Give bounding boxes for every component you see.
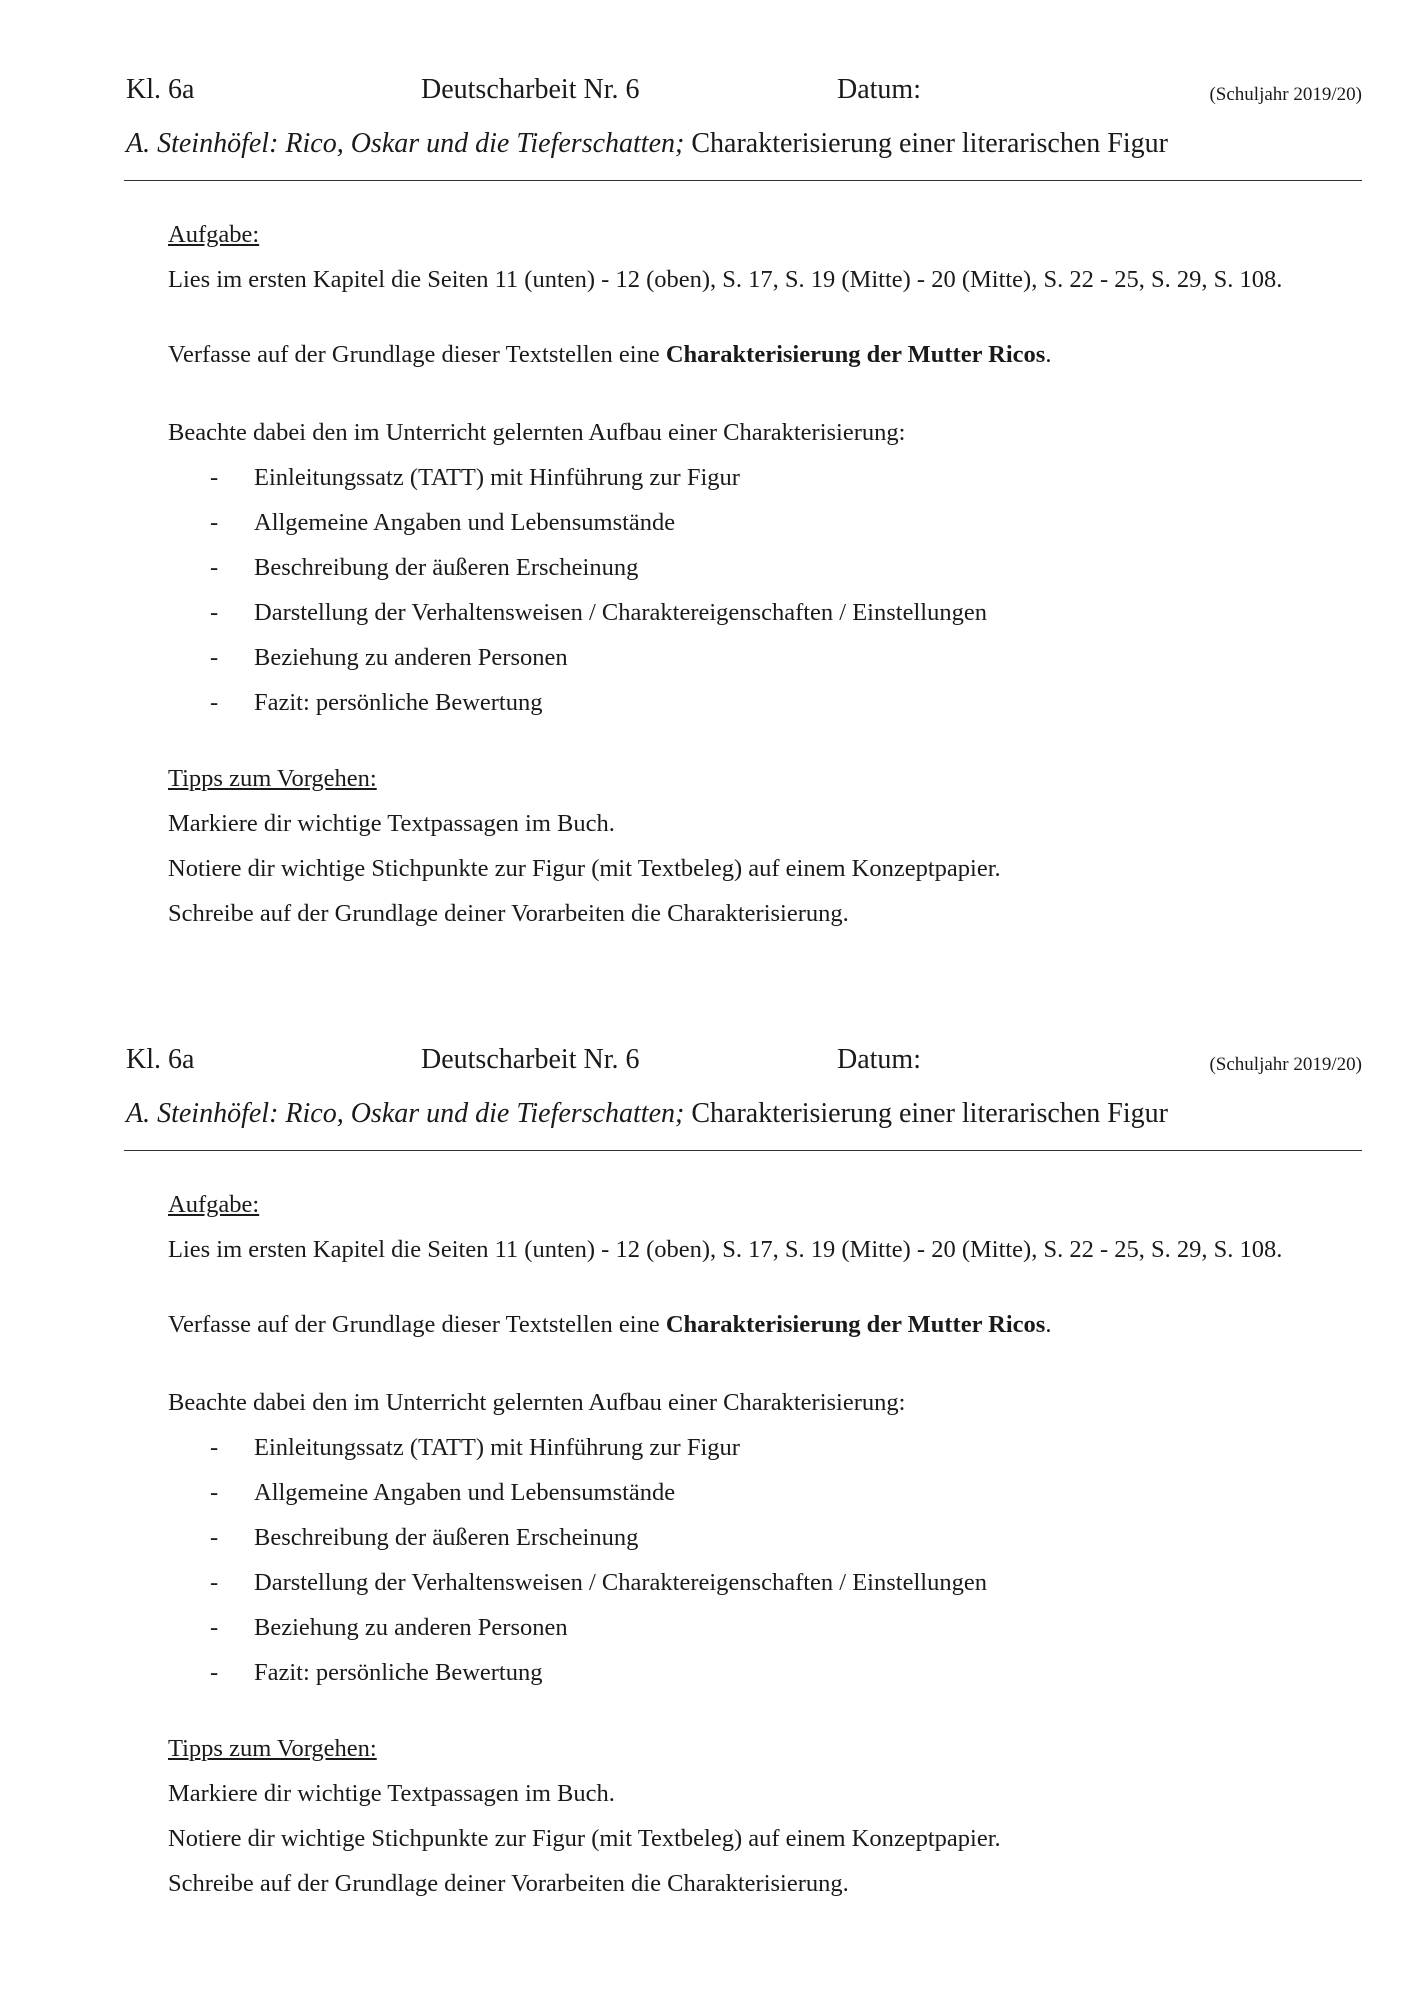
- structure-intro: Beachte dabei den im Unterricht gelernten Aufbau einer Charakterisierung:: [168, 419, 906, 446]
- list-item-text: Darstellung der Verhaltensweisen / Charaktereigenschaften / Einstellungen: [254, 1569, 987, 1596]
- writing-task-suffix: .: [1045, 341, 1052, 368]
- reading-instructions: Lies im ersten Kapitel die Seiten 11 (unten) - 12 (oben), S. 17, S. 19 (Mitte) - 20 (Mitte), S. 22 - 25, S. 29, S. 108.: [168, 266, 1283, 293]
- tip-line: Notiere dir wichtige Stichpunkte zur Figur (mit Textbeleg) auf einem Konzeptpapier.: [168, 855, 1001, 882]
- header-divider: [124, 180, 1362, 181]
- test-title: Deutscharbeit Nr. 6: [421, 1044, 640, 1075]
- list-item-text: Einleitungssatz (TATT) mit Hinführung zur Figur: [254, 464, 740, 491]
- dash-marker: -: [210, 554, 219, 581]
- dash-marker: -: [210, 509, 219, 536]
- structure-list: [168, 1425, 1368, 1695]
- header-divider: [124, 1150, 1362, 1151]
- worksheet-header: [0, 1044, 1414, 1084]
- structure-section: [168, 410, 1368, 725]
- reading-instructions: Lies im ersten Kapitel die Seiten 11 (unten) - 12 (oben), S. 17, S. 19 (Mitte) - 20 (Mitte), S. 22 - 25, S. 29, S. 108.: [168, 1236, 1283, 1263]
- dash-marker: -: [210, 644, 219, 671]
- list-item-text: Allgemeine Angaben und Lebensumstände: [254, 509, 676, 536]
- book-reference: A. Steinhöfel: Rico, Oskar und die Tieferschatten;: [126, 128, 685, 159]
- tips-section: [168, 756, 1368, 936]
- list-item-text: Beschreibung der äußeren Erscheinung: [254, 554, 639, 581]
- dash-marker: -: [210, 1569, 219, 1596]
- list-item-text: Beschreibung der äußeren Erscheinung: [254, 1524, 639, 1551]
- list-item-text: Beziehung zu anderen Personen: [254, 644, 568, 671]
- dash-marker: -: [210, 1434, 219, 1461]
- dash-marker: -: [210, 1659, 219, 1686]
- dash-marker: -: [210, 1614, 219, 1641]
- tip-line: Notiere dir wichtige Stichpunkte zur Figur (mit Textbeleg) auf einem Konzeptpapier.: [168, 1825, 1001, 1852]
- school-year: (Schuljahr 2019/20): [1209, 1054, 1362, 1075]
- class-label: Kl. 6a: [126, 1044, 195, 1075]
- list-item: [168, 545, 1368, 590]
- dash-marker: -: [210, 1479, 219, 1506]
- dash-marker: -: [210, 1524, 219, 1551]
- class-label: Kl. 6a: [126, 74, 195, 105]
- writing-task-emphasis: Charakterisierung der Mutter Ricos: [665, 1311, 1046, 1338]
- school-year: (Schuljahr 2019/20): [1209, 84, 1362, 105]
- structure-section: [168, 1380, 1368, 1695]
- list-item: [168, 1605, 1368, 1650]
- writing-task-prefix: Verfasse auf der Grundlage dieser Textstellen eine: [168, 1311, 666, 1338]
- structure-intro: Beachte dabei den im Unterricht gelernten Aufbau einer Charakterisierung:: [168, 1389, 906, 1416]
- book-reference: A. Steinhöfel: Rico, Oskar und die Tieferschatten;: [126, 1098, 685, 1129]
- tip-line: Markiere dir wichtige Textpassagen im Buch.: [168, 1780, 615, 1807]
- tip-line: Schreibe auf der Grundlage deiner Vorarbeiten die Charakterisierung.: [168, 1870, 849, 1897]
- task-heading: Aufgabe:: [168, 1191, 260, 1218]
- list-item: [168, 1425, 1368, 1470]
- writing-task-emphasis: Charakterisierung der Mutter Ricos: [665, 341, 1046, 368]
- worksheet-header: [0, 74, 1414, 114]
- task-section: [168, 212, 1368, 302]
- tip-line: Schreibe auf der Grundlage deiner Vorarbeiten die Charakterisierung.: [168, 900, 849, 927]
- date-label: Datum:: [837, 74, 921, 105]
- list-item: [168, 500, 1368, 545]
- writing-task-suffix: .: [1045, 1311, 1052, 1338]
- tips-heading: Tipps zum Vorgehen:: [168, 765, 377, 792]
- list-item: [168, 635, 1368, 680]
- dash-marker: -: [210, 689, 219, 716]
- list-item-text: Fazit: persönliche Bewertung: [254, 1659, 543, 1686]
- list-item: [168, 455, 1368, 500]
- dash-marker: -: [210, 464, 219, 491]
- list-item: [168, 590, 1368, 635]
- list-item: [168, 1470, 1368, 1515]
- tips-heading: Tipps zum Vorgehen:: [168, 1735, 377, 1762]
- topic: Charakterisierung einer literarischen Figur: [684, 1098, 1168, 1129]
- structure-list: [168, 455, 1368, 725]
- list-item: [168, 1650, 1368, 1695]
- worksheet-copy-1: [0, 0, 1414, 980]
- date-label: Datum:: [837, 1044, 921, 1075]
- list-item-text: Beziehung zu anderen Personen: [254, 1614, 568, 1641]
- topic: Charakterisierung einer literarischen Figur: [684, 128, 1168, 159]
- list-item: [168, 1515, 1368, 1560]
- test-title: Deutscharbeit Nr. 6: [421, 74, 640, 105]
- list-item: [168, 680, 1368, 725]
- writing-task: [168, 1302, 1368, 1347]
- list-item-text: Darstellung der Verhaltensweisen / Charaktereigenschaften / Einstellungen: [254, 599, 987, 626]
- tips-section: [168, 1726, 1368, 1906]
- worksheet-copy-2: [0, 970, 1414, 1950]
- writing-task: [168, 332, 1368, 377]
- task-heading: Aufgabe:: [168, 221, 260, 248]
- list-item-text: Einleitungssatz (TATT) mit Hinführung zur Figur: [254, 1434, 740, 1461]
- list-item: [168, 1560, 1368, 1605]
- worksheet-subtitle: [126, 128, 1168, 160]
- worksheet-subtitle: [126, 1098, 1168, 1130]
- dash-marker: -: [210, 599, 219, 626]
- list-item-text: Allgemeine Angaben und Lebensumstände: [254, 1479, 676, 1506]
- tip-line: Markiere dir wichtige Textpassagen im Buch.: [168, 810, 615, 837]
- list-item-text: Fazit: persönliche Bewertung: [254, 689, 543, 716]
- writing-task-prefix: Verfasse auf der Grundlage dieser Textstellen eine: [168, 341, 666, 368]
- task-section: [168, 1182, 1368, 1272]
